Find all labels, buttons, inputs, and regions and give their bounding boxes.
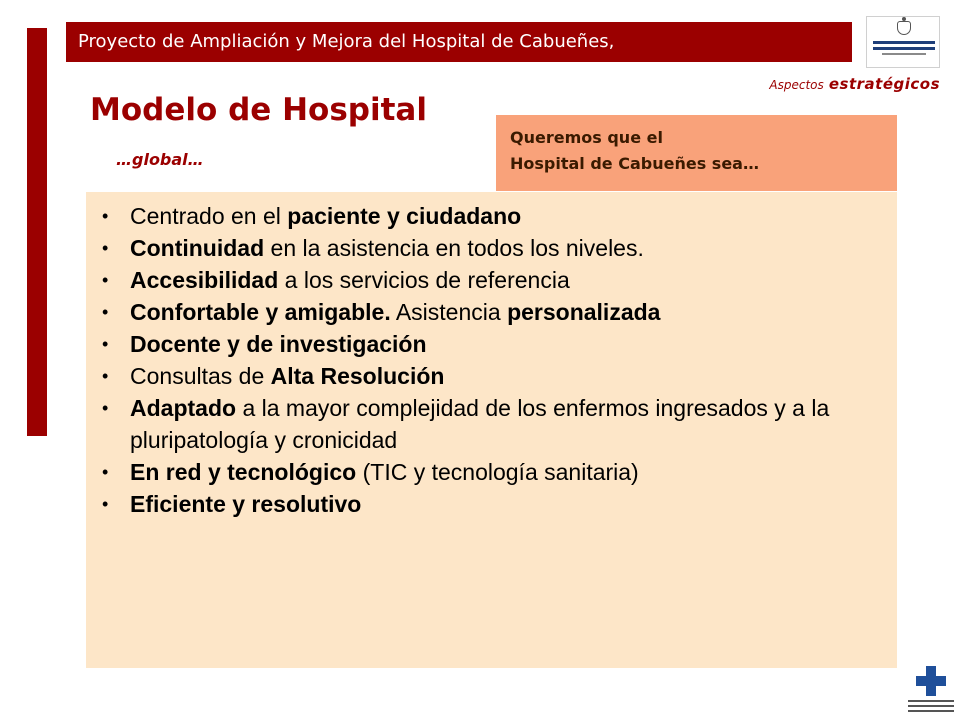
bullet-item: • Centrado en el paciente y ciudadano: [124, 200, 877, 232]
bullet-item: • Continuidad en la asistencia en todos los niveles.: [124, 232, 877, 264]
header-banner-text: Proyecto de Ampliación y Mejora del Hospital de Cabueñes,: [78, 31, 615, 52]
crest-icon: [897, 21, 911, 35]
bullet-list: [124, 200, 877, 520]
health-service-logo-icon: [906, 666, 954, 716]
bullet-item: • Accesibilidad a los servicios de referencia: [124, 264, 877, 296]
callout-box: [496, 115, 897, 191]
page-title: Modelo de Hospital: [90, 92, 427, 128]
title-note: …global…: [116, 150, 204, 169]
section-subtitle: [769, 74, 940, 93]
callout-line-2: Hospital de Cabueñes sea…: [510, 154, 759, 173]
bullet-item: • Eficiente y resolutivo: [124, 488, 877, 520]
bullet-item: • Confortable y amigable. Asistencia personalizada: [124, 296, 877, 328]
subtitle-small: Aspectos: [769, 78, 824, 92]
bullet-item: • En red y tecnológico (TIC y tecnología sanitaria): [124, 456, 877, 488]
bullet-item: • Adaptado a la mayor complejidad de los enfermos ingresados y a la pluripatología y cronicidad: [124, 392, 877, 456]
medical-cross-icon: [916, 666, 946, 696]
left-accent-bar: [27, 28, 47, 436]
bullet-item: • Consultas de Alta Resolución: [124, 360, 877, 392]
subtitle-big: estratégicos: [828, 75, 940, 93]
content-box: [86, 192, 897, 668]
bullet-item: • Docente y de investigación: [124, 328, 877, 360]
government-logo-icon: [866, 16, 940, 68]
callout-line-1: Queremos que el: [510, 128, 663, 147]
header-banner: [66, 22, 852, 62]
